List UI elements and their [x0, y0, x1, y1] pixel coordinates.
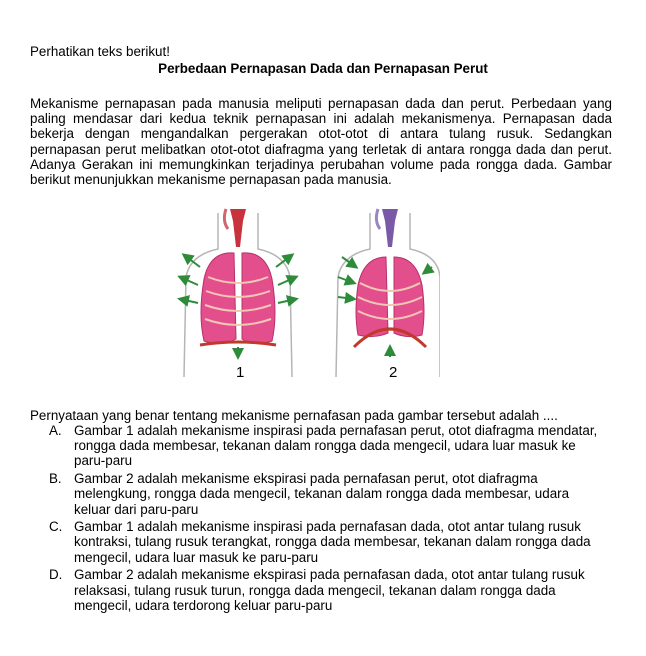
question-text: Pernyataan yang benar tentang mekanisme pernafasan pada gambar tersebut adalah .... [30, 408, 558, 423]
option-text: Gambar 2 adalah mekanisme ekspirasi pada pernafasan perut, otot diafragma melengkung, rongga dada mengecil, tekanan dalam rongga dada membesar, udara keluar dari paru-paru [74, 471, 570, 517]
option-letter: D. [49, 567, 63, 583]
throat-1 [224, 209, 228, 229]
left-lung-1 [201, 253, 236, 344]
option-b[interactable] [49, 471, 609, 517]
intro-text: Perhatikan teks berikut! [30, 44, 170, 59]
answer-options [49, 423, 609, 615]
torso-figure-2 [336, 209, 440, 381]
option-text: Gambar 2 adalah mekanisme ekspirasi pada pernafasan dada, otot antar tulang rusuk relaksasi, tulang rusuk turun, rongga dada mengecil, tekanan dalam rongga dada mengecil, udara terdorong keluar paru-paru [74, 567, 585, 613]
option-text: Gambar 1 adalah mekanisme inspirasi pada pernafasan dada, otot antar tulang rusuk kontraksi, tulang rusuk terangkat, rongga dada membesar, tekanan dalam rongga dada mengecil, udara luar masuk ke paru-paru [74, 519, 591, 565]
trachea-1 [230, 209, 246, 247]
option-c[interactable] [49, 519, 609, 565]
right-lung-1 [242, 253, 275, 344]
right-lung-2 [394, 257, 424, 337]
option-letter: A. [49, 423, 62, 438]
option-letter: C. [49, 519, 63, 535]
breathing-figure [170, 207, 440, 389]
throat-2 [376, 209, 380, 229]
option-a[interactable] [49, 423, 609, 469]
breathing-illustration [170, 207, 440, 389]
document-title: Perbedaan Pernapasan Dada dan Pernapasan Perut [158, 61, 488, 76]
option-letter: B. [49, 471, 62, 487]
figure-label-2: 2 [389, 364, 398, 381]
body-paragraph: Mekanisme pernapasan pada manusia meliputi pernapasan dada dan perut. Perbedaan yang paling mendasar dari kedua teknik pernapasan ini adalah mekanismenya. Pernapasan dada bekerja dengan mengandalkan pergerakan otot-otot di antara tulang rusuk. Sedangkan pernapasan perut melibatkan otot-otot diafragma yang terletak di antara rongga dada dan perut. Adanya Gerakan ini memungkinkan terjadinya perubahan volume pada rongga dada. Gambar berikut menunjukkan mekanisme pernapasan pada manusia. [30, 96, 612, 188]
left-lung-2 [356, 257, 388, 337]
option-text: Gambar 1 adalah mekanisme inspirasi pada pernafasan perut, otot diafragma mendatar, rongga dada membesar, tekanan dalam rongga dada mengecil, udara luar masuk ke paru-paru [74, 423, 598, 469]
torso-figure-1 [180, 209, 296, 381]
trachea-2 [382, 209, 398, 247]
option-d[interactable] [49, 567, 609, 613]
diaphragm-1 [200, 342, 276, 345]
figure-label-1: 1 [236, 364, 245, 381]
